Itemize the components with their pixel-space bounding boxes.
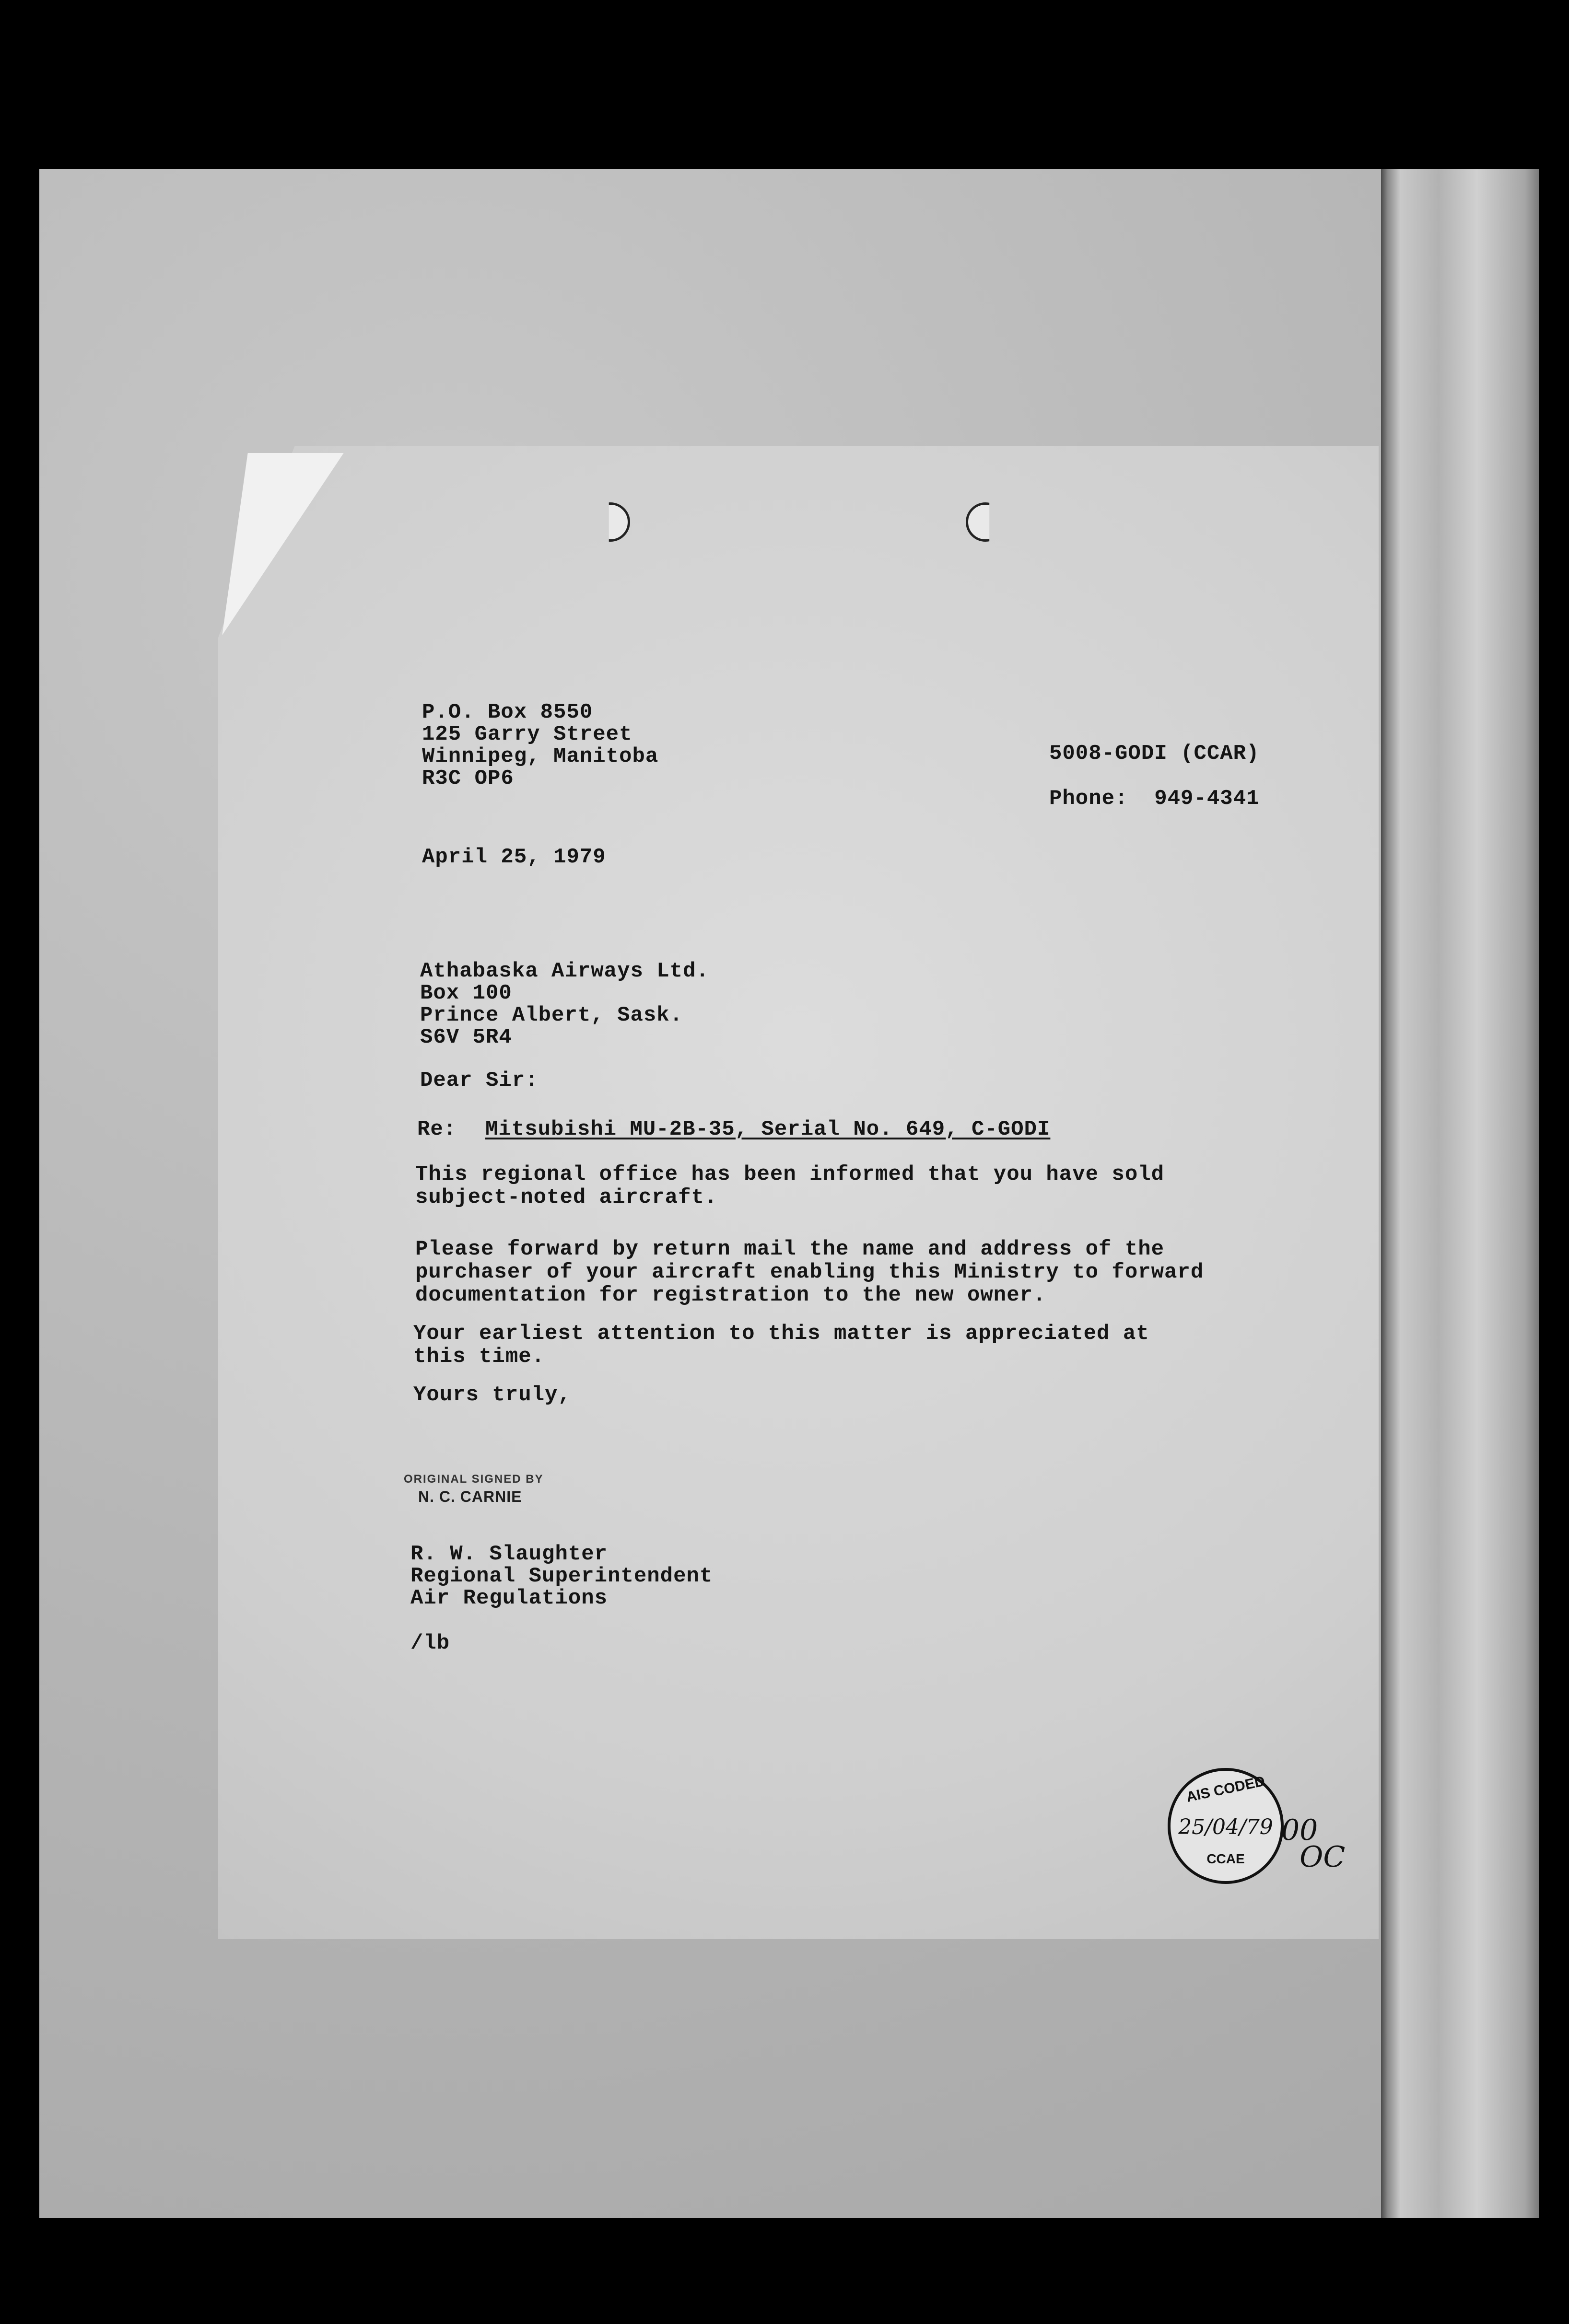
stamp-signer-name: N. C. CARNIE (418, 1488, 522, 1505)
letter-date: April 25, 1979 (422, 845, 606, 869)
sender-address-line4: R3C OP6 (422, 767, 514, 790)
ais-coded-stamp (1168, 1768, 1284, 1884)
re-subject: Mitsubishi MU-2B-35, Serial No. 649, C-GODI (485, 1117, 1051, 1141)
seal-top-text: AIS CODED (1184, 1773, 1266, 1805)
signatory-name: R. W. Slaughter (410, 1542, 608, 1566)
handwritten-annotation: 00 OC (1281, 1813, 1346, 1874)
paragraph-2: Please forward by return mail the name and address of the purchaser of your aircraft enabling this Ministry to forward documentation for registration to the new owner. (415, 1237, 1204, 1307)
seal-date: 25/04/79 (1178, 1815, 1273, 1839)
stamp-original-signed: ORIGINAL SIGNED BY (404, 1473, 544, 1486)
sender-address-line1: P.O. Box 8550 (422, 700, 593, 724)
salutation: Dear Sir: (420, 1069, 539, 1092)
signatory-title1: Regional Superintendent (410, 1564, 713, 1588)
paragraph-1: This regional office has been informed that you have sold subject-noted aircraft. (415, 1162, 1165, 1209)
sender-address-line3: Winnipeg, Manitoba (422, 744, 659, 768)
recipient-line3: Prince Albert, Sask. (420, 1003, 683, 1027)
signatory-title2: Air Regulations (410, 1586, 608, 1610)
recipient-line4: S6V 5R4 (420, 1025, 512, 1049)
closing: Yours truly, (413, 1383, 571, 1407)
folder-spine (1381, 169, 1539, 2218)
file-reference: 5008-GODI (CCAR) (1049, 742, 1260, 766)
sender-address-line2: 125 Garry Street (422, 722, 632, 746)
re-label: Re: (417, 1117, 457, 1141)
seal-bottom-text: CCAE (1206, 1851, 1245, 1866)
typist-initials: /lb (410, 1631, 450, 1655)
phone-number: Phone: 949-4341 (1049, 787, 1260, 811)
paragraph-3: Your earliest attention to this matter is appreciated at this time. (413, 1322, 1149, 1369)
recipient-line1: Athabaska Airways Ltd. (420, 959, 709, 983)
recipient-line2: Box 100 (420, 981, 512, 1005)
